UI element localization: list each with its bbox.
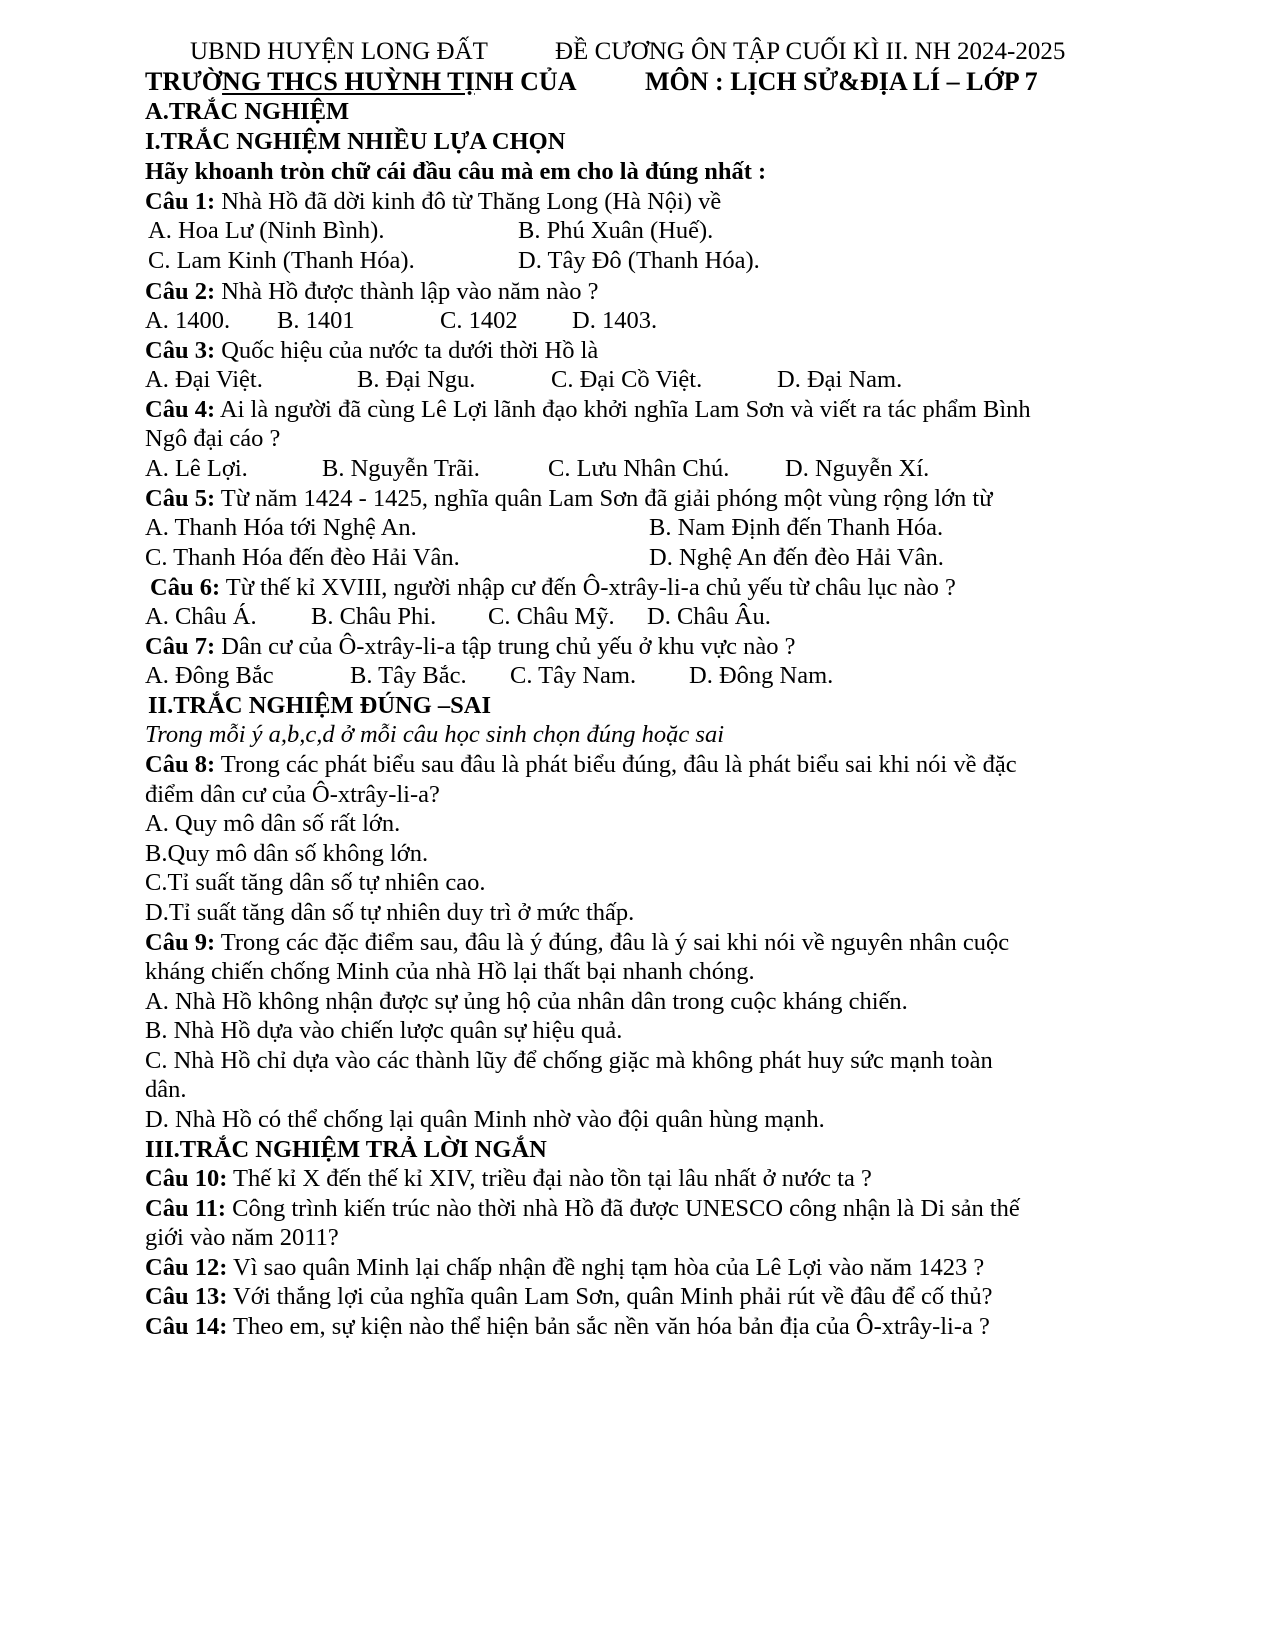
- q8-statement-a: A. Quy mô dân số rất lớn.: [145, 810, 401, 837]
- question-5: Câu 5: Từ năm 1424 - 1425, nghĩa quân Lam Sơn đã giải phóng một vùng rộng lớn từ: [145, 485, 993, 512]
- q7-option-b: B. Tây Bắc.: [350, 662, 467, 689]
- school-name: TRƯỜNG THCS HUỲNH TỊNH CỦA: [145, 67, 577, 96]
- q1-option-d: D. Tây Đô (Thanh Hóa).: [518, 247, 760, 274]
- q3-option-a: A. Đại Việt.: [145, 366, 263, 393]
- q8-statement-b: B.Quy mô dân số không lớn.: [145, 840, 429, 867]
- q8-statement-c: C.Tỉ suất tăng dân số tự nhiên cao.: [145, 869, 486, 896]
- q9-statement-c: C. Nhà Hồ chỉ dựa vào các thành lũy để chống giặc mà không phát huy sức mạnh toàn: [145, 1047, 993, 1074]
- question-7: Câu 7: Dân cư của Ô-xtrây-li-a tập trung chủ yếu ở khu vực nào ?: [145, 633, 796, 660]
- q2-option-a: A. 1400.: [145, 307, 231, 334]
- q2-option-d: D. 1403.: [572, 307, 658, 334]
- document-title: ĐỀ CƯƠNG ÔN TẬP CUỐI KÌ II. NH 2024-2025: [555, 38, 1066, 65]
- q5-option-b: B. Nam Định đến Thanh Hóa.: [649, 514, 944, 541]
- question-13: Câu 13: Với thắng lợi của nghĩa quân Lam Sơn, quân Minh phải rút về đâu để cố thủ?: [145, 1283, 993, 1310]
- section-a-heading: A.TRẮC NGHIỆM: [145, 98, 350, 125]
- question-1: Câu 1: Nhà Hồ đã dời kinh đô từ Thăng Long (Hà Nội) về: [145, 188, 722, 215]
- question-6: Câu 6: Từ thế kỉ XVIII, người nhập cư đến Ô-xtrây-li-a chủ yếu từ châu lục nào ?: [150, 574, 956, 601]
- q4-option-c: C. Lưu Nhân Chú.: [548, 455, 730, 482]
- part3-heading: III.TRẮC NGHIỆM TRẢ LỜI NGẮN: [145, 1136, 547, 1163]
- q6-option-a: A. Châu Á.: [145, 603, 257, 630]
- q7-option-d: D. Đông Nam.: [689, 662, 834, 689]
- part2-instruction: Trong mỗi ý a,b,c,d ở mỗi câu học sinh chọn đúng hoặc sai: [145, 721, 725, 748]
- question-11: Câu 11: Công trình kiến trúc nào thời nhà Hồ đã được UNESCO công nhận là Di sản thế: [145, 1195, 1020, 1222]
- question-4: Câu 4: Ai là người đã cùng Lê Lợi lãnh đạo khởi nghĩa Lam Sơn và viết ra tác phẩm Bình: [145, 396, 1031, 423]
- q9-statement-b: B. Nhà Hồ dựa vào chiến lược quân sự hiệu quả.: [145, 1017, 623, 1044]
- q4-option-a: A. Lê Lợi.: [145, 455, 248, 482]
- q5-option-a: A. Thanh Hóa tới Nghệ An.: [145, 514, 417, 541]
- q9-statement-d: D. Nhà Hồ có thể chống lại quân Minh nhờ vào đội quân hùng mạnh.: [145, 1106, 825, 1133]
- q5-option-c: C. Thanh Hóa đến đèo Hải Vân.: [145, 544, 460, 571]
- q3-option-c: C. Đại Cồ Việt.: [551, 366, 703, 393]
- q9-statement-c-cont: dân.: [145, 1076, 187, 1103]
- q4-option-d: D. Nguyễn Xí.: [785, 455, 930, 482]
- q9-statement-a: A. Nhà Hồ không nhận được sự ủng hộ của nhân dân trong cuộc kháng chiến.: [145, 988, 908, 1015]
- q1-option-b: B. Phú Xuân (Huế).: [518, 217, 714, 244]
- q7-option-c: C. Tây Nam.: [510, 662, 637, 689]
- q1-option-a: A. Hoa Lư (Ninh Bình).: [148, 217, 385, 244]
- q6-option-d: D. Châu Âu.: [647, 603, 771, 630]
- question-12: Câu 12: Vì sao quân Minh lại chấp nhận đề nghị tạm hòa của Lê Lợi vào năm 1423 ?: [145, 1254, 985, 1281]
- question-4-cont: Ngô đại cáo ?: [145, 425, 281, 452]
- q7-option-a: A. Đông Bắc: [145, 662, 274, 689]
- question-11-cont: giới vào năm 2011?: [145, 1224, 339, 1251]
- question-2: Câu 2: Nhà Hồ được thành lập vào năm nào ?: [145, 278, 599, 305]
- question-8-cont: điểm dân cư của Ô-xtrây-li-a?: [145, 781, 440, 808]
- q6-option-b: B. Châu Phi.: [311, 603, 437, 630]
- question-3: Câu 3: Quốc hiệu của nước ta dưới thời Hồ là: [145, 337, 599, 364]
- question-9-cont: kháng chiến chống Minh của nhà Hồ lại thất bại nhanh chóng.: [145, 958, 755, 985]
- part2-heading: II.TRẮC NGHIỆM ĐÚNG –SAI: [148, 692, 492, 719]
- q2-option-b: B. 1401: [277, 307, 355, 334]
- question-8: Câu 8: Trong các phát biểu sau đâu là phát biểu đúng, đâu là phát biểu sai khi nói về đặc: [145, 751, 1017, 778]
- part1-instruction: Hãy khoanh tròn chữ cái đầu câu mà em cho là đúng nhất :: [145, 158, 767, 185]
- q3-option-d: D. Đại Nam.: [777, 366, 903, 393]
- q6-option-c: C. Châu Mỹ.: [488, 603, 615, 630]
- district-name: UBND HUYỆN LONG ĐẤT: [190, 38, 488, 65]
- q4-option-b: B. Nguyễn Trãi.: [322, 455, 480, 482]
- question-10: Câu 10: Thế kỉ X đến thế kỉ XIV, triều đại nào tồn tại lâu nhất ở nước ta ?: [145, 1165, 872, 1192]
- q5-option-d: D. Nghệ An đến đèo Hải Vân.: [649, 544, 944, 571]
- question-14: Câu 14: Theo em, sự kiện nào thể hiện bản sắc nền văn hóa bản địa của Ô-xtrây-li-a ?: [145, 1313, 990, 1340]
- q2-option-c: C. 1402: [440, 307, 518, 334]
- q3-option-b: B. Đại Ngu.: [357, 366, 476, 393]
- q8-statement-d: D.Tỉ suất tăng dân số tự nhiên duy trì ở mức thấp.: [145, 899, 635, 926]
- question-9: Câu 9: Trong các đặc điểm sau, đâu là ý đúng, đâu là ý sai khi nói về nguyên nhân cuộc: [145, 929, 1010, 956]
- subject-title: MÔN : LỊCH SỬ&ĐỊA LÍ – LỚP 7: [645, 67, 1038, 96]
- q1-option-c: C. Lam Kinh (Thanh Hóa).: [148, 247, 415, 274]
- part1-heading: I.TRẮC NGHIỆM NHIỀU LỰA CHỌN: [145, 128, 566, 155]
